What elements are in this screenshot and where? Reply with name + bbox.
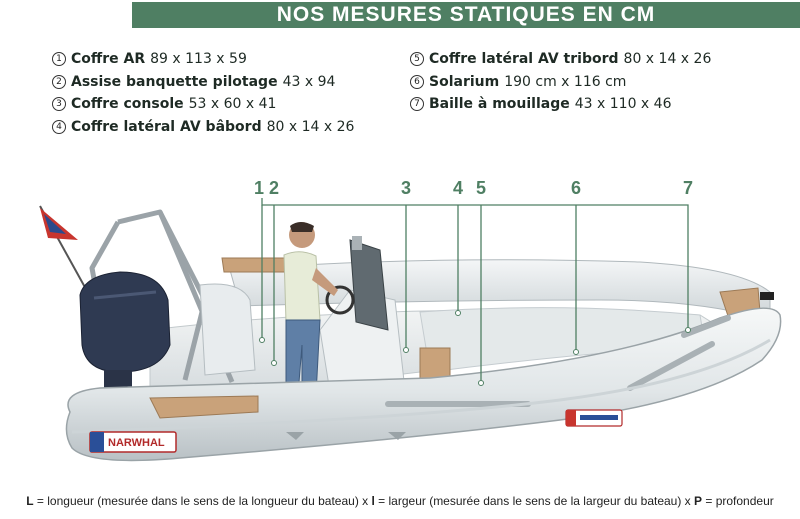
- depth-key: P: [694, 494, 703, 508]
- callout-number: 5: [476, 178, 487, 198]
- page-title: NOS MESURES STATIQUES EN CM: [276, 3, 656, 26]
- bow-fairlead: [760, 292, 774, 300]
- spec-name: Coffre latéral AV bâbord: [71, 118, 262, 135]
- spec-number: 5: [410, 52, 424, 66]
- spec-number: 4: [52, 120, 66, 134]
- spec-number: 1: [52, 52, 66, 66]
- callout-number: 6: [571, 178, 582, 198]
- spec-name: Solarium: [429, 73, 500, 90]
- spec-dimensions: 190 cm x 116 cm: [504, 73, 627, 90]
- brand-logo-text: NARWHAL: [108, 437, 165, 449]
- spec-dimensions: 43 x 94: [282, 73, 336, 90]
- spec-dimensions: 53 x 60 x 41: [188, 96, 277, 112]
- callout-number: 2: [269, 178, 280, 198]
- callout-number: 4: [453, 178, 464, 198]
- callout-number: 1: [254, 178, 265, 198]
- spec-number: 7: [410, 97, 424, 111]
- deck-wood-seat: [222, 258, 292, 272]
- spec-name: Coffre console: [71, 96, 184, 112]
- narwhal-logo: [90, 432, 176, 452]
- spec-dimensions: 80 x 14 x 26: [266, 118, 355, 135]
- callout-number: 7: [683, 178, 694, 198]
- spec-name: Coffre latéral AV tribord: [429, 51, 619, 67]
- spec-number: 3: [52, 97, 66, 111]
- width-key: l: [371, 494, 375, 508]
- spec-dimensions: 89 x 113 x 59: [150, 51, 247, 67]
- dimension-legend: [0, 494, 800, 508]
- spec-dimensions: 43 x 110 x 46: [574, 96, 672, 112]
- bow-logo: [566, 410, 622, 426]
- spec-name: Coffre AR: [71, 51, 146, 67]
- width-text: = largeur (mesurée dans le sens de la largeur du bateau) x: [374, 494, 695, 508]
- length-key: L: [26, 494, 34, 508]
- spec-number: 2: [52, 75, 66, 89]
- console: [320, 236, 405, 392]
- spec-number: 6: [410, 75, 424, 89]
- spec-dimensions: 80 x 14 x 26: [623, 51, 712, 67]
- spec-name: Baille à mouillage: [429, 96, 570, 112]
- depth-text: = profondeur: [702, 494, 774, 508]
- spec-name: Assise banquette pilotage: [71, 73, 278, 90]
- callout-number: 3: [401, 178, 412, 198]
- rear-bench: [200, 284, 255, 375]
- length-text: = longueur (mesurée dans le sens de la longueur du bateau) x: [33, 494, 372, 508]
